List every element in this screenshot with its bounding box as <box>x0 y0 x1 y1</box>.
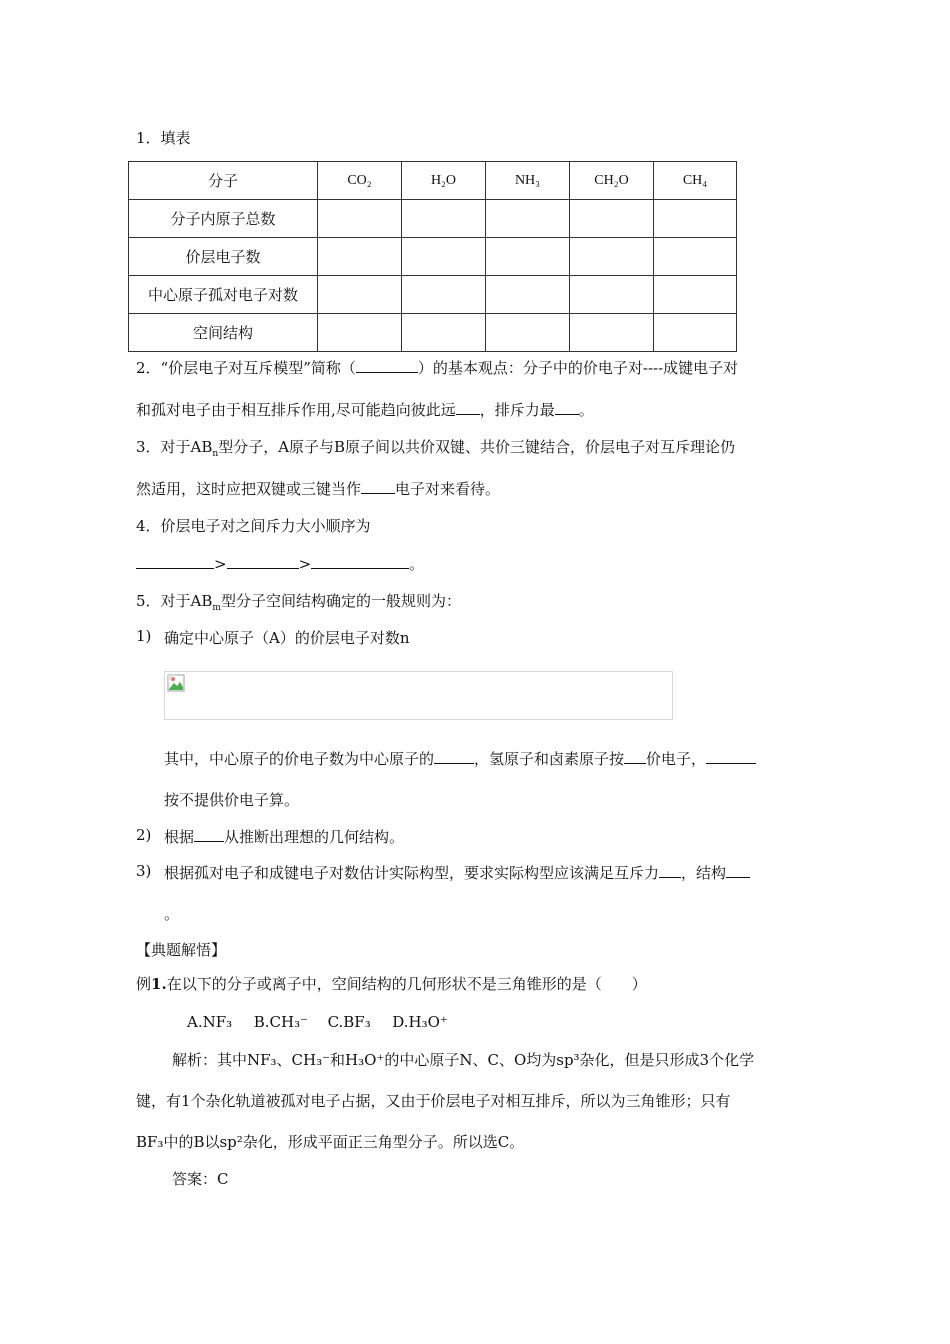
blank-cell[interactable] <box>570 238 654 276</box>
blank[interactable] <box>434 749 474 764</box>
greater-than-sign: > <box>214 555 227 573</box>
analysis-line-1: 解析：其中NF₃、CH₃⁻和H₃O⁺的中心原子N、C、O均为sp³杂化，但是只形成3个化学 <box>172 1051 755 1069</box>
table-row <box>129 200 737 238</box>
question-3-text: 3．对于AB <box>136 438 213 456</box>
question-1-title: 1．填表 <box>136 129 191 147</box>
answer: 答案：C <box>172 1170 229 1188</box>
blank[interactable] <box>706 749 756 764</box>
subscript: m <box>212 603 221 613</box>
blank-cell[interactable] <box>570 276 654 314</box>
rule-3-number: 3) <box>136 862 152 880</box>
row-label: 空间结构 <box>129 314 318 352</box>
blank[interactable] <box>356 358 418 373</box>
table-header-cell: CH₂O <box>570 162 654 200</box>
analysis-line-3: BF₃中的B以sp²杂化，形成平面正三角型分子。所以选C。 <box>136 1133 525 1151</box>
option-a: A.NF₃ <box>187 1013 233 1031</box>
question-4-title: 4．价层电子对之间斥力大小顺序为 <box>136 517 371 535</box>
table-row <box>129 238 737 276</box>
blank[interactable] <box>659 863 681 878</box>
table-header-row <box>129 162 737 200</box>
row-label: 价层电子数 <box>129 238 318 276</box>
broken-image-placeholder <box>164 671 673 720</box>
rule-2-text: 从推断出理想的几何结构。 <box>224 828 405 846</box>
table-row <box>129 276 737 314</box>
rule-1-text: 确定中心原子（A）的价层电子对数n <box>164 629 410 647</box>
question-2-text: 。 <box>578 401 594 419</box>
question-3-line-1 <box>136 436 735 457</box>
broken-image-icon <box>167 674 185 692</box>
question-3-text: 型分子，A原子与B原子间以共价双键、共价三键结合，价层电子对互斥理论仍 <box>218 438 736 456</box>
rule-3-text: ，结构 <box>681 864 727 882</box>
blank[interactable] <box>194 827 224 842</box>
blank-cell[interactable] <box>486 314 570 352</box>
rule-1-explanation-line-2: 按不提供价电子算。 <box>164 791 300 809</box>
subscript: n <box>212 449 219 459</box>
example-text: 在以下的分子或离子中，空间结构的几何形状不是三角锥形的是（ ） <box>166 975 647 993</box>
blank-cell[interactable] <box>318 200 402 238</box>
blank[interactable] <box>136 554 214 569</box>
question-2-text: 和孤对电子由于相互排斥作用,尽可能趋向彼此远 <box>136 401 456 419</box>
option-b: B.CH₃⁻ <box>253 1013 308 1031</box>
blank[interactable] <box>726 863 750 878</box>
question-3-text: 电子对来看待。 <box>395 480 501 498</box>
question-5-text: 型分子空间结构确定的一般规则为： <box>220 592 461 610</box>
question-2-line-1 <box>136 357 738 378</box>
question-3-text: 然适用，这时应把双键或三键当作 <box>136 480 362 498</box>
blank-cell[interactable] <box>486 276 570 314</box>
blank-cell[interactable] <box>402 314 486 352</box>
question-4-blanks <box>136 553 424 574</box>
period: 。 <box>409 555 425 573</box>
rule-2-text: 根据 <box>164 828 195 846</box>
option-d: D.H₃O⁺ <box>392 1013 448 1031</box>
option-c: C.BF₃ <box>327 1013 371 1031</box>
blank[interactable] <box>456 400 480 415</box>
blank-cell[interactable] <box>570 314 654 352</box>
rule-3-line <box>164 862 750 883</box>
rule-3-text: 根据孤对电子和成键电子对数估计实际构型，要求实际构型应该满足互斥力 <box>164 864 660 882</box>
blank-cell[interactable] <box>570 200 654 238</box>
question-2-line-2 <box>136 399 594 420</box>
blank[interactable] <box>555 400 579 415</box>
question-3-line-2 <box>136 478 500 499</box>
question-5-title <box>136 590 461 611</box>
blank-cell[interactable] <box>318 238 402 276</box>
rule-1-explanation-line-1 <box>164 748 756 769</box>
options-row <box>187 1013 448 1031</box>
question-2-text: ，排斥力最 <box>479 401 555 419</box>
table-header-cell: CH₄ <box>654 162 737 200</box>
question-2-text: 2．“价层电子对互斥模型”简称（ <box>136 359 356 377</box>
example-number: 1. <box>151 975 167 993</box>
row-label: 中心原子孤对电子对数 <box>129 276 318 314</box>
row-label: 分子内原子总数 <box>129 200 318 238</box>
fill-in-table <box>128 161 737 352</box>
blank-cell[interactable] <box>654 314 737 352</box>
blank-cell[interactable] <box>402 276 486 314</box>
rule-3-end: 。 <box>164 905 180 923</box>
blank-cell[interactable] <box>318 276 402 314</box>
greater-than-sign: > <box>298 555 312 573</box>
section-heading: 【典题解悟】 <box>136 941 227 959</box>
rule-1-number: 1) <box>136 627 152 645</box>
blank-cell[interactable] <box>486 200 570 238</box>
blank-cell[interactable] <box>402 200 486 238</box>
example-label: 例 <box>136 975 152 993</box>
question-5-text: 5．对于AB <box>136 592 213 610</box>
table-header-cell: NH₃ <box>486 162 570 200</box>
blank[interactable] <box>361 479 395 494</box>
rule-2-line <box>164 826 404 847</box>
blank[interactable] <box>227 554 299 569</box>
blank-cell[interactable] <box>654 200 737 238</box>
rule-1-text: ，氢原子和卤素原子按 <box>474 750 625 768</box>
table-header-cell: CO₂ <box>318 162 402 200</box>
blank-cell[interactable] <box>654 238 737 276</box>
analysis-line-2: 键，有1个杂化轨道被孤对电子占据，又由于价层电子对相互排斥，所以为三角锥形；只有 <box>136 1092 731 1110</box>
blank[interactable] <box>311 554 409 569</box>
blank[interactable] <box>624 749 646 764</box>
table-row <box>129 314 737 352</box>
blank-cell[interactable] <box>486 238 570 276</box>
blank-cell[interactable] <box>654 276 737 314</box>
rule-1-text: 价电子， <box>646 750 707 768</box>
example-question <box>136 973 647 994</box>
blank-cell[interactable] <box>318 314 402 352</box>
table-header-cell: H₂O <box>402 162 486 200</box>
rule-1-text: 其中，中心原子的价电子数为中心原子的 <box>164 750 435 768</box>
question-2-text: ）的基本观点：分子中的价电子对----成键电子对 <box>417 359 739 377</box>
rule-2-number: 2) <box>136 826 152 844</box>
table-header-cell: 分子 <box>129 162 318 200</box>
blank-cell[interactable] <box>402 238 486 276</box>
